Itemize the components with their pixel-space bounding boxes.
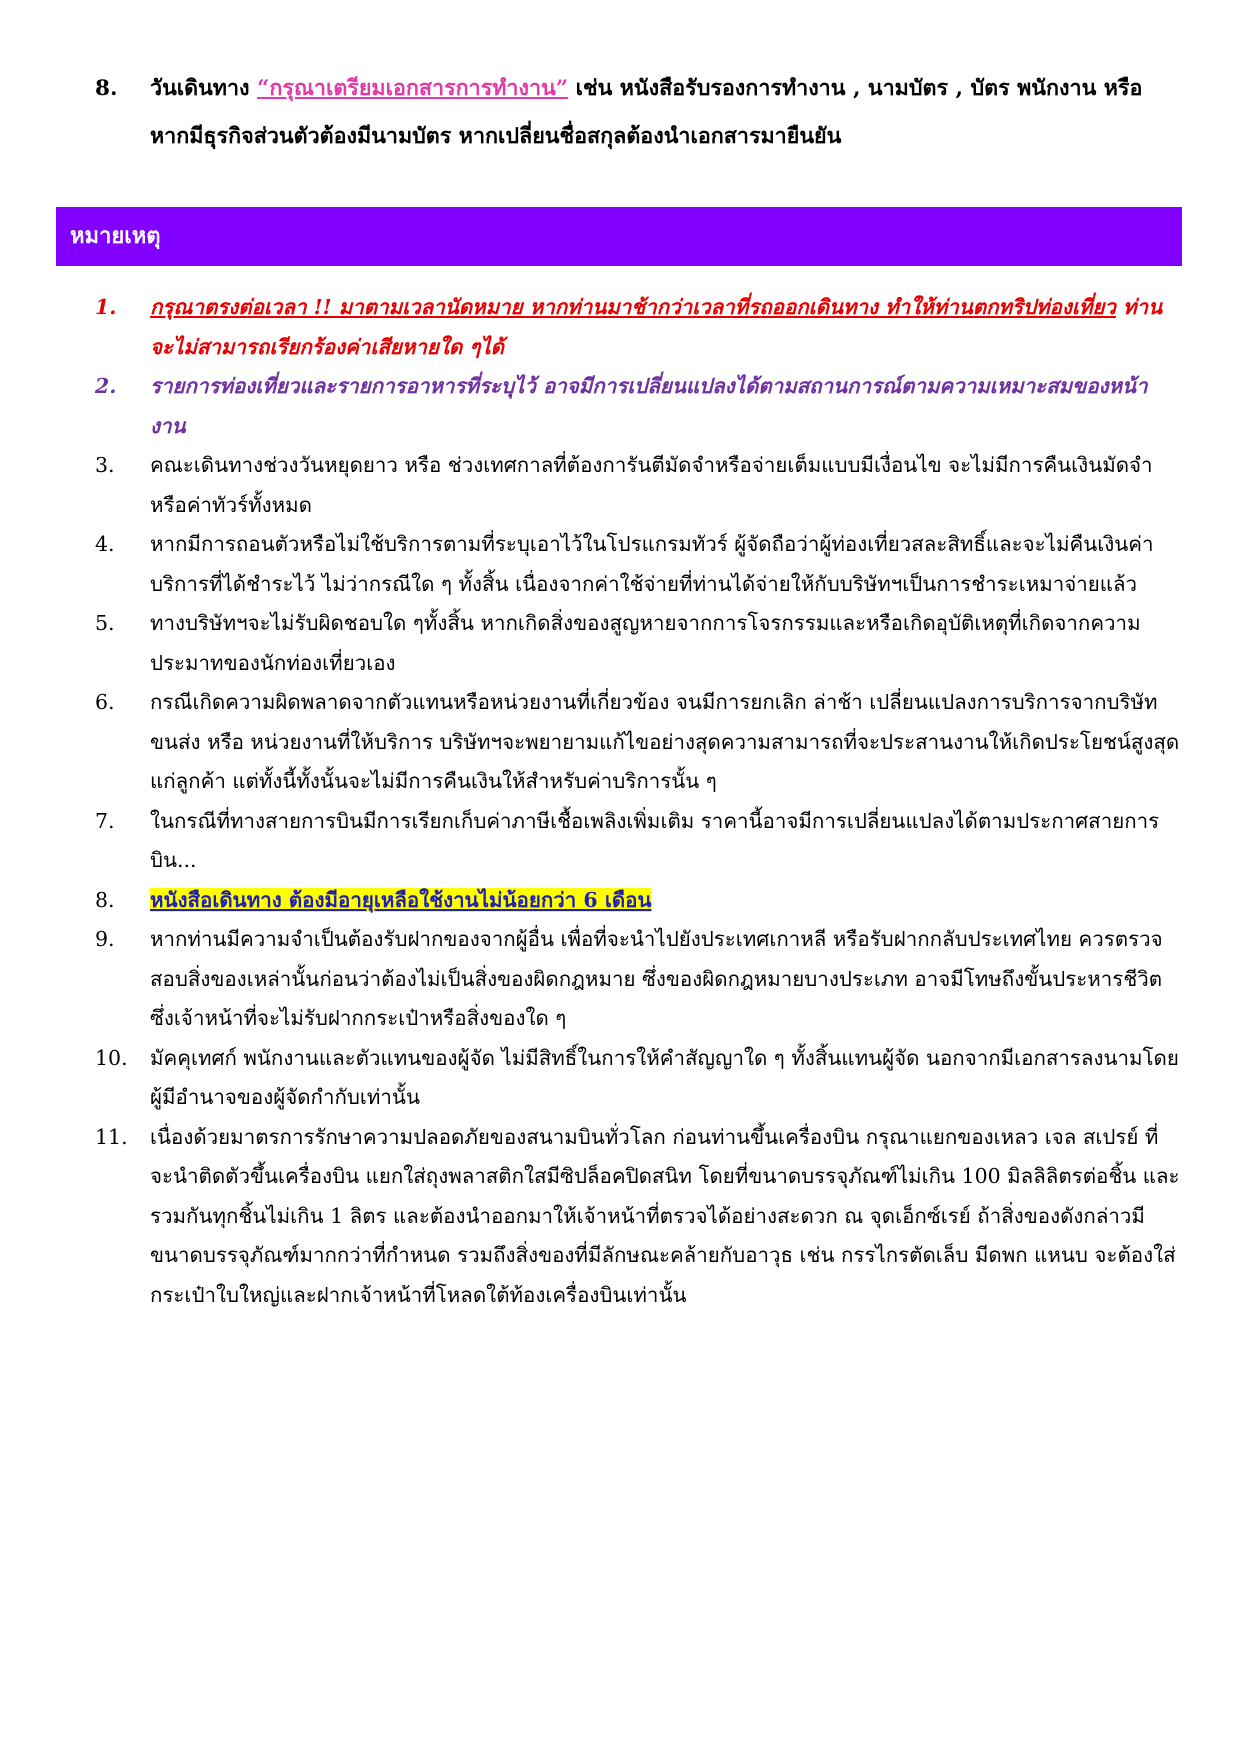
note-text	[150, 288, 1180, 367]
list-item	[95, 604, 1180, 683]
note-number: 8.	[95, 887, 115, 912]
list-item	[95, 881, 1180, 921]
list-item	[95, 367, 1180, 446]
list-item	[95, 1039, 1180, 1118]
item-rest: เช่น หนังสือรับรองการทำงาน , นามบัตร , บัตร พนักงาน หรือหากมีธุรกิจส่วนตัวต้องมีนามบัตร หากเปลี่ยนชื่อสกุลต้องนำเอกสารมายืนยัน	[150, 76, 1143, 149]
list-item	[95, 288, 1180, 367]
notes-banner: หมายเหตุ	[56, 207, 1182, 266]
note-number: 5.	[95, 611, 115, 635]
note-text: เนื่องด้วยมาตรการรักษาความปลอดภัยของสนามบินทั่วโลก ก่อนท่านขึ้นเครื่องบิน กรุณาแยกของเหลว เจล สเปรย์ ที่จะนำติดตัวขึ้นเครื่องบิน แยกใส่ถุงพลาสติกใสมีซิปล็อคปิดสนิท โดยที่ขนาดบรรจุภัณฑ์ไม่เกิน 100 มิลลิลิตรต่อชิ้น และรวมกันทุกชิ้นไม่เกิน 1 ลิตร และต้องนำออกมาให้เจ้าหน้าที่ตรวจได้อย่างสะดวก ณ จุดเอ็กซ์เรย์ ถ้าสิ่งของดังกล่าวมีขนาดบรรจุภัณฑ์มากกว่าที่กำหนด รวมถึงสิ่งของที่มีลักษณะคล้ายกับอาวุธ เช่น กรรไกรตัดเล็บ มีดพก แหนบ จะต้องใส่กระเป๋าใบใหญ่และฝากเจ้าหน้าที่โหลดใต้ท้องเครื่องบินเท่านั้น	[150, 1124, 1180, 1307]
list-item	[95, 1118, 1180, 1316]
note-number: 4.	[95, 532, 115, 556]
note-text: กรณีเกิดความผิดพลาดจากตัวแทนหรือหน่วยงานที่เกี่ยวข้อง จนมีการยกเลิก ล่าช้า เปลี่ยนแปลงการบริการจากบริษัทขนส่ง หรือ หน่วยงานที่ให้บริการ บริษัทฯจะพยายามแก้ไขอย่างสุดความสามารถที่จะประสานงานให้เกิดประโยชน์สูงสุดแก่ลูกค้า แต่ทั้งนี้ทั้งนั้นจะไม่มีการคืนเงินให้สำหรับค่าบริการนั้น ๆ	[150, 690, 1180, 793]
note-number: 7.	[95, 808, 115, 833]
list-item	[95, 446, 1180, 525]
note-number: 6.	[95, 690, 115, 714]
note-number: 9.	[95, 927, 115, 951]
note-number: 2.	[95, 374, 117, 398]
note-number: 3.	[95, 453, 115, 477]
note-rest-text: ท่านจะไม่สามารถเรียกร้องค่าเสียหายใด ๆได้	[150, 295, 1163, 359]
travel-day-item	[95, 65, 1175, 161]
note-number: 11.	[95, 1124, 128, 1149]
list-item	[95, 525, 1180, 604]
list-item	[95, 920, 1180, 1039]
item-text	[150, 65, 1175, 161]
item-number: 8.	[95, 76, 118, 101]
prepare-documents-highlight: “กรุณาเตรียมเอกสารการทำงาน”	[257, 76, 569, 101]
note-text: ทางบริษัทฯจะไม่รับผิดชอบใด ๆทั้งสิ้น หากเกิดสิ่งของสูญหายจากการโจรกรรมและหรือเกิดอุบัติเหตุที่เกิดจากความประมาทของนักท่องเที่ยวเอง	[150, 611, 1141, 675]
note-text	[150, 881, 1180, 921]
note-number: 1.	[95, 295, 117, 319]
notes-list	[95, 288, 1180, 1315]
note-text: หากท่านมีความจำเป็นต้องรับฝากของจากผู้อื่น เพื่อที่จะนำไปยังประเทศเกาหลี หรือรับฝากกลับประเทศไทย ควรตรวจสอบสิ่งของเหล่านั้นก่อนว่าต้องไม่เป็นสิ่งของผิดกฎหมาย ซึ่งของผิดกฎหมายบางประเภท อาจมีโทษถึงขั้นประหารชีวิต ซึ่งเจ้าหน้าที่จะไม่รับฝากกระเป๋าหรือสิ่งของใด ๆ	[150, 927, 1163, 1030]
note-text: มัคคุเทศก์ พนักงานและตัวแทนของผู้จัด ไม่มีสิทธิ์ในการให้คำสัญญาใด ๆ ทั้งสิ้นแทนผู้จัด นอกจากมีเอกสารลงนามโดยผู้มีอำนาจของผู้จัดกำกับเท่านั้น	[150, 1045, 1179, 1109]
item-lead: วันเดินทาง	[150, 76, 258, 101]
passport-validity-highlight: หนังสือเดินทาง ต้องมีอายุเหลือใช้งานไม่น้อยกว่า 6 เดือน	[150, 887, 652, 912]
note-text: หากมีการถอนตัวหรือไม่ใช้บริการตามที่ระบุเอาไว้ในโปรแกรมทัวร์ ผู้จัดถือว่าผู้ท่องเที่ยวสละสิทธิ์และจะไม่คืนเงินค่าบริการที่ได้ชำระไว้ ไม่ว่ากรณีใด ๆ ทั้งสิ้น เนื่องจากค่าใช้จ่ายที่ท่านได้จ่ายให้กับบริษัทฯเป็นการชำระเหมาจ่ายแล้ว	[150, 532, 1154, 596]
note-underlined-text: กรุณาตรงต่อเวลา !! มาตามเวลานัดหมาย หากท่านมาช้ากว่าเวลาที่รถออกเดินทาง ทำให้ท่านตกทริปท่องเที่ยว	[150, 295, 1116, 319]
list-item	[95, 683, 1180, 802]
note-text: คณะเดินทางช่วงวันหยุดยาว หรือ ช่วงเทศกาลที่ต้องการันตีมัดจำหรือจ่ายเต็มแบบมีเงื่อนไข จะไม่มีการคืนเงินมัดจำหรือค่าทัวร์ทั้งหมด	[150, 453, 1153, 517]
note-number: 10.	[95, 1045, 128, 1070]
note-text: รายการท่องเที่ยวและรายการอาหารที่ระบุไว้ อาจมีการเปลี่ยนแปลงได้ตามสถานการณ์ตามความเหมาะสมของหน้างาน	[150, 374, 1148, 438]
list-item	[95, 802, 1180, 881]
note-text: ในกรณีที่ทางสายการบินมีการเรียกเก็บค่าภาษีเชื้อเพลิงเพิ่มเติม ราคานี้อาจมีการเปลี่ยนแปลงได้ตามประกาศสายการบิน...	[150, 808, 1160, 872]
